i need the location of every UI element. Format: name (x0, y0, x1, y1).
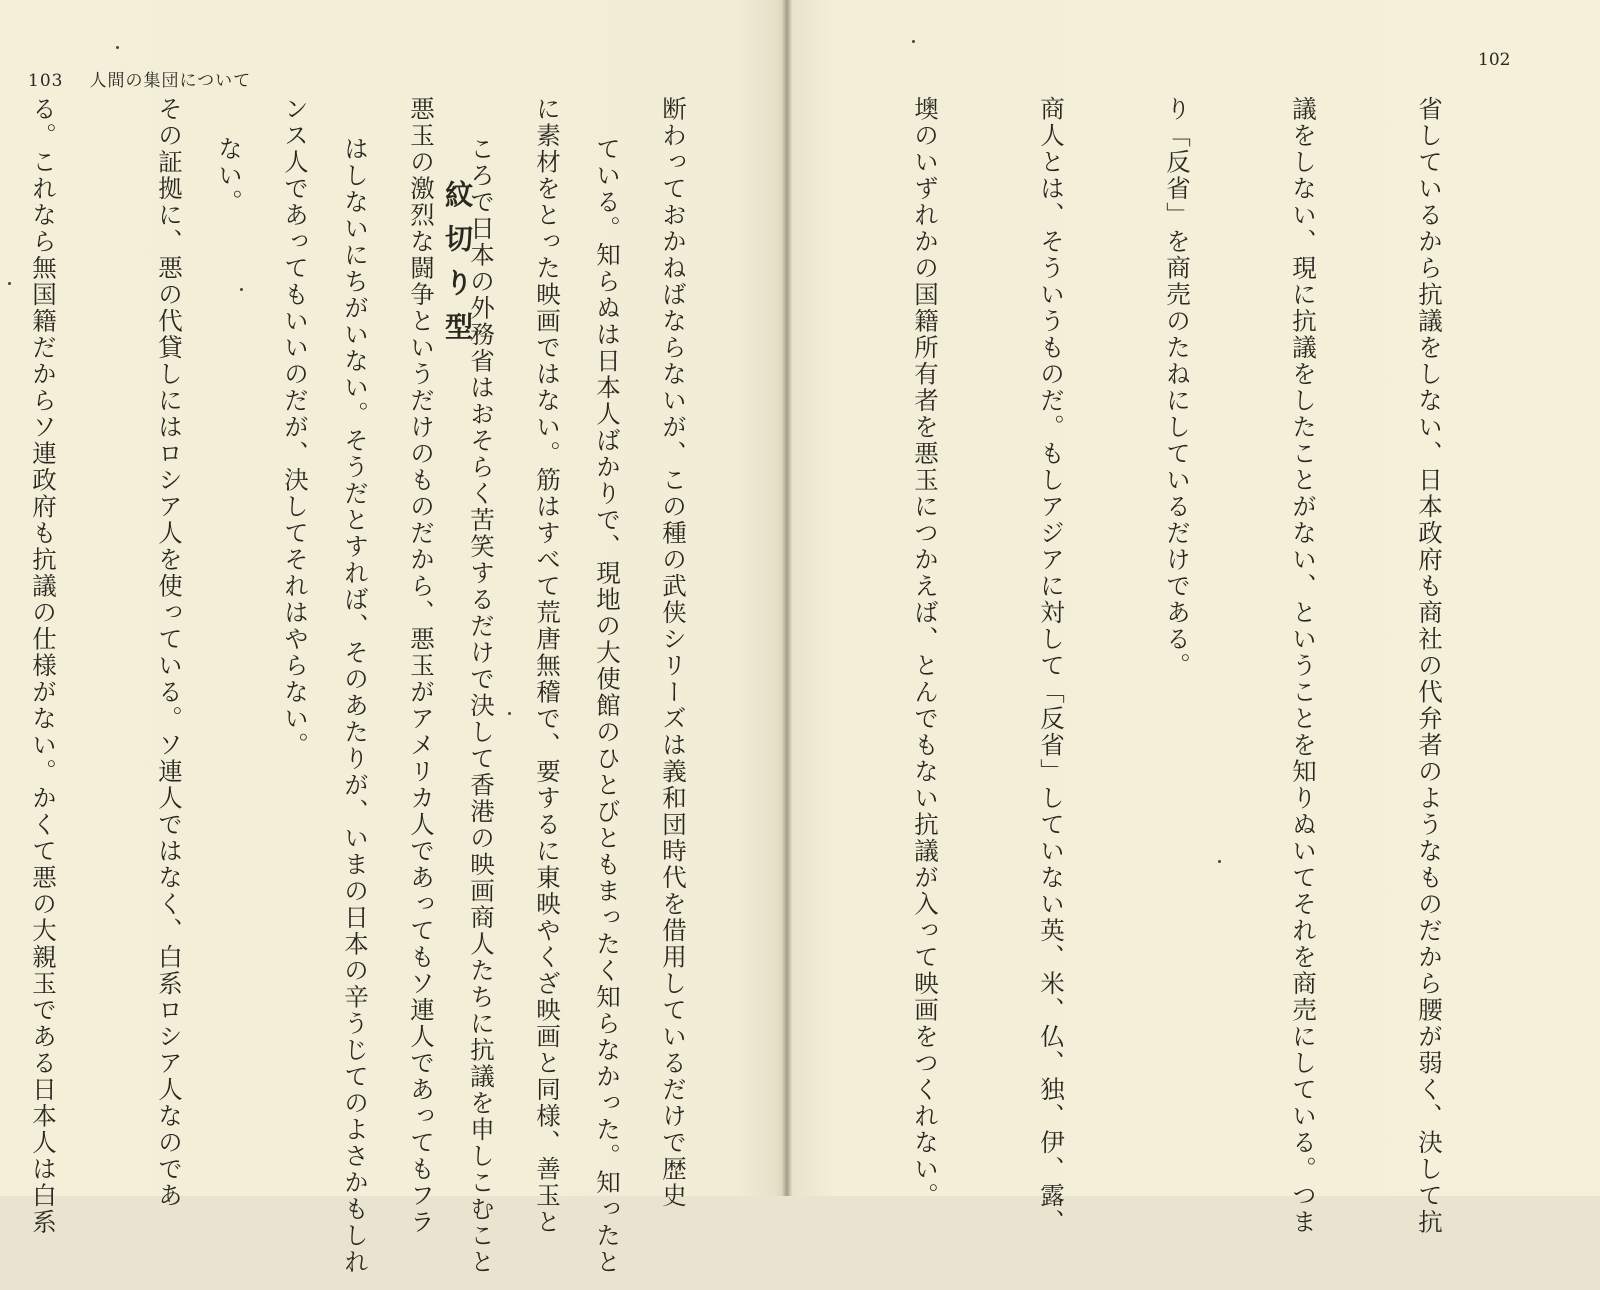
paper-speck (116, 46, 119, 49)
blank-line (82, 136, 124, 1176)
paper-speck (508, 712, 511, 715)
paper-speck (240, 288, 243, 291)
text-line: ころで日本の外務省はおそらく苦笑するだけで決して香港の映画商人たちに抗議を申しこむこと (467, 136, 496, 1276)
text-line: はしないにちがいない。そうだとすれば、そのあたりが、いまの日本の辛うじてのよさかもしれ (341, 136, 370, 1276)
text-line: に素材をとった映画ではない。筋はすべて荒唐無稽で、要するに東映やくざ映画と同様、善玉と (533, 96, 562, 1236)
paper-speck (1218, 860, 1221, 863)
paper-speck (912, 40, 915, 43)
left-page-body (0, 136, 712, 1276)
text-line: 墺のいずれかの国籍所有者を悪玉につかえば、とんでもない抗議が入って映画をつくれない。 (911, 96, 940, 1209)
paper-speck (8, 282, 11, 285)
left-page-number: 103 (28, 71, 64, 91)
text-line: 議をしない、現に抗議をしたことがない、ということを知りぬいてそれを商売にしている。つま (1289, 96, 1318, 1236)
left-page-header (28, 66, 251, 91)
text-line: 省しているから抗議をしない、日本政府も商社の代弁者のようなものだから腰が弱く、決して抗 (1415, 96, 1444, 1236)
text-line: ンス人であってもいいのだが、決してそれはやらない。 (281, 96, 310, 759)
section-title: 紋切り型 (441, 180, 474, 356)
text-line: ない。 (215, 136, 244, 216)
right-page-number: 102 (1478, 50, 1511, 70)
text-line: ている。知らぬは日本人ばかりで、現地の大使館のひとびともまったく知らなかった。知ったと (593, 136, 622, 1276)
blank-line (778, 96, 820, 1186)
text-line: り「反省」を商売のたねにしているだけである。 (1163, 96, 1192, 679)
text-line: その証拠に、悪の代貸しにはロシア人を使っている。ソ連人ではなく、白系ロシア人なのであ (155, 96, 184, 1209)
text-line: る。これなら無国籍だからソ連政府も抗議の仕様がない。かくて悪の大親玉である日本人は白系 (29, 96, 58, 1236)
text-line: 商人とは、そういうものだ。もしアジアに対して「反省」していない英、米、仏、独、伊、露、 (1037, 96, 1066, 1236)
text-line: 断わっておかねばならないが、この種の武侠シリーズは義和団時代を借用しているだけで歴史 (659, 96, 688, 1209)
text-line: 悪玉の激烈な闘争というだけのものだから、悪玉がアメリカ人であってもソ連人であってもフラ (407, 96, 436, 1236)
running-title: 人間の集団について (89, 71, 252, 91)
